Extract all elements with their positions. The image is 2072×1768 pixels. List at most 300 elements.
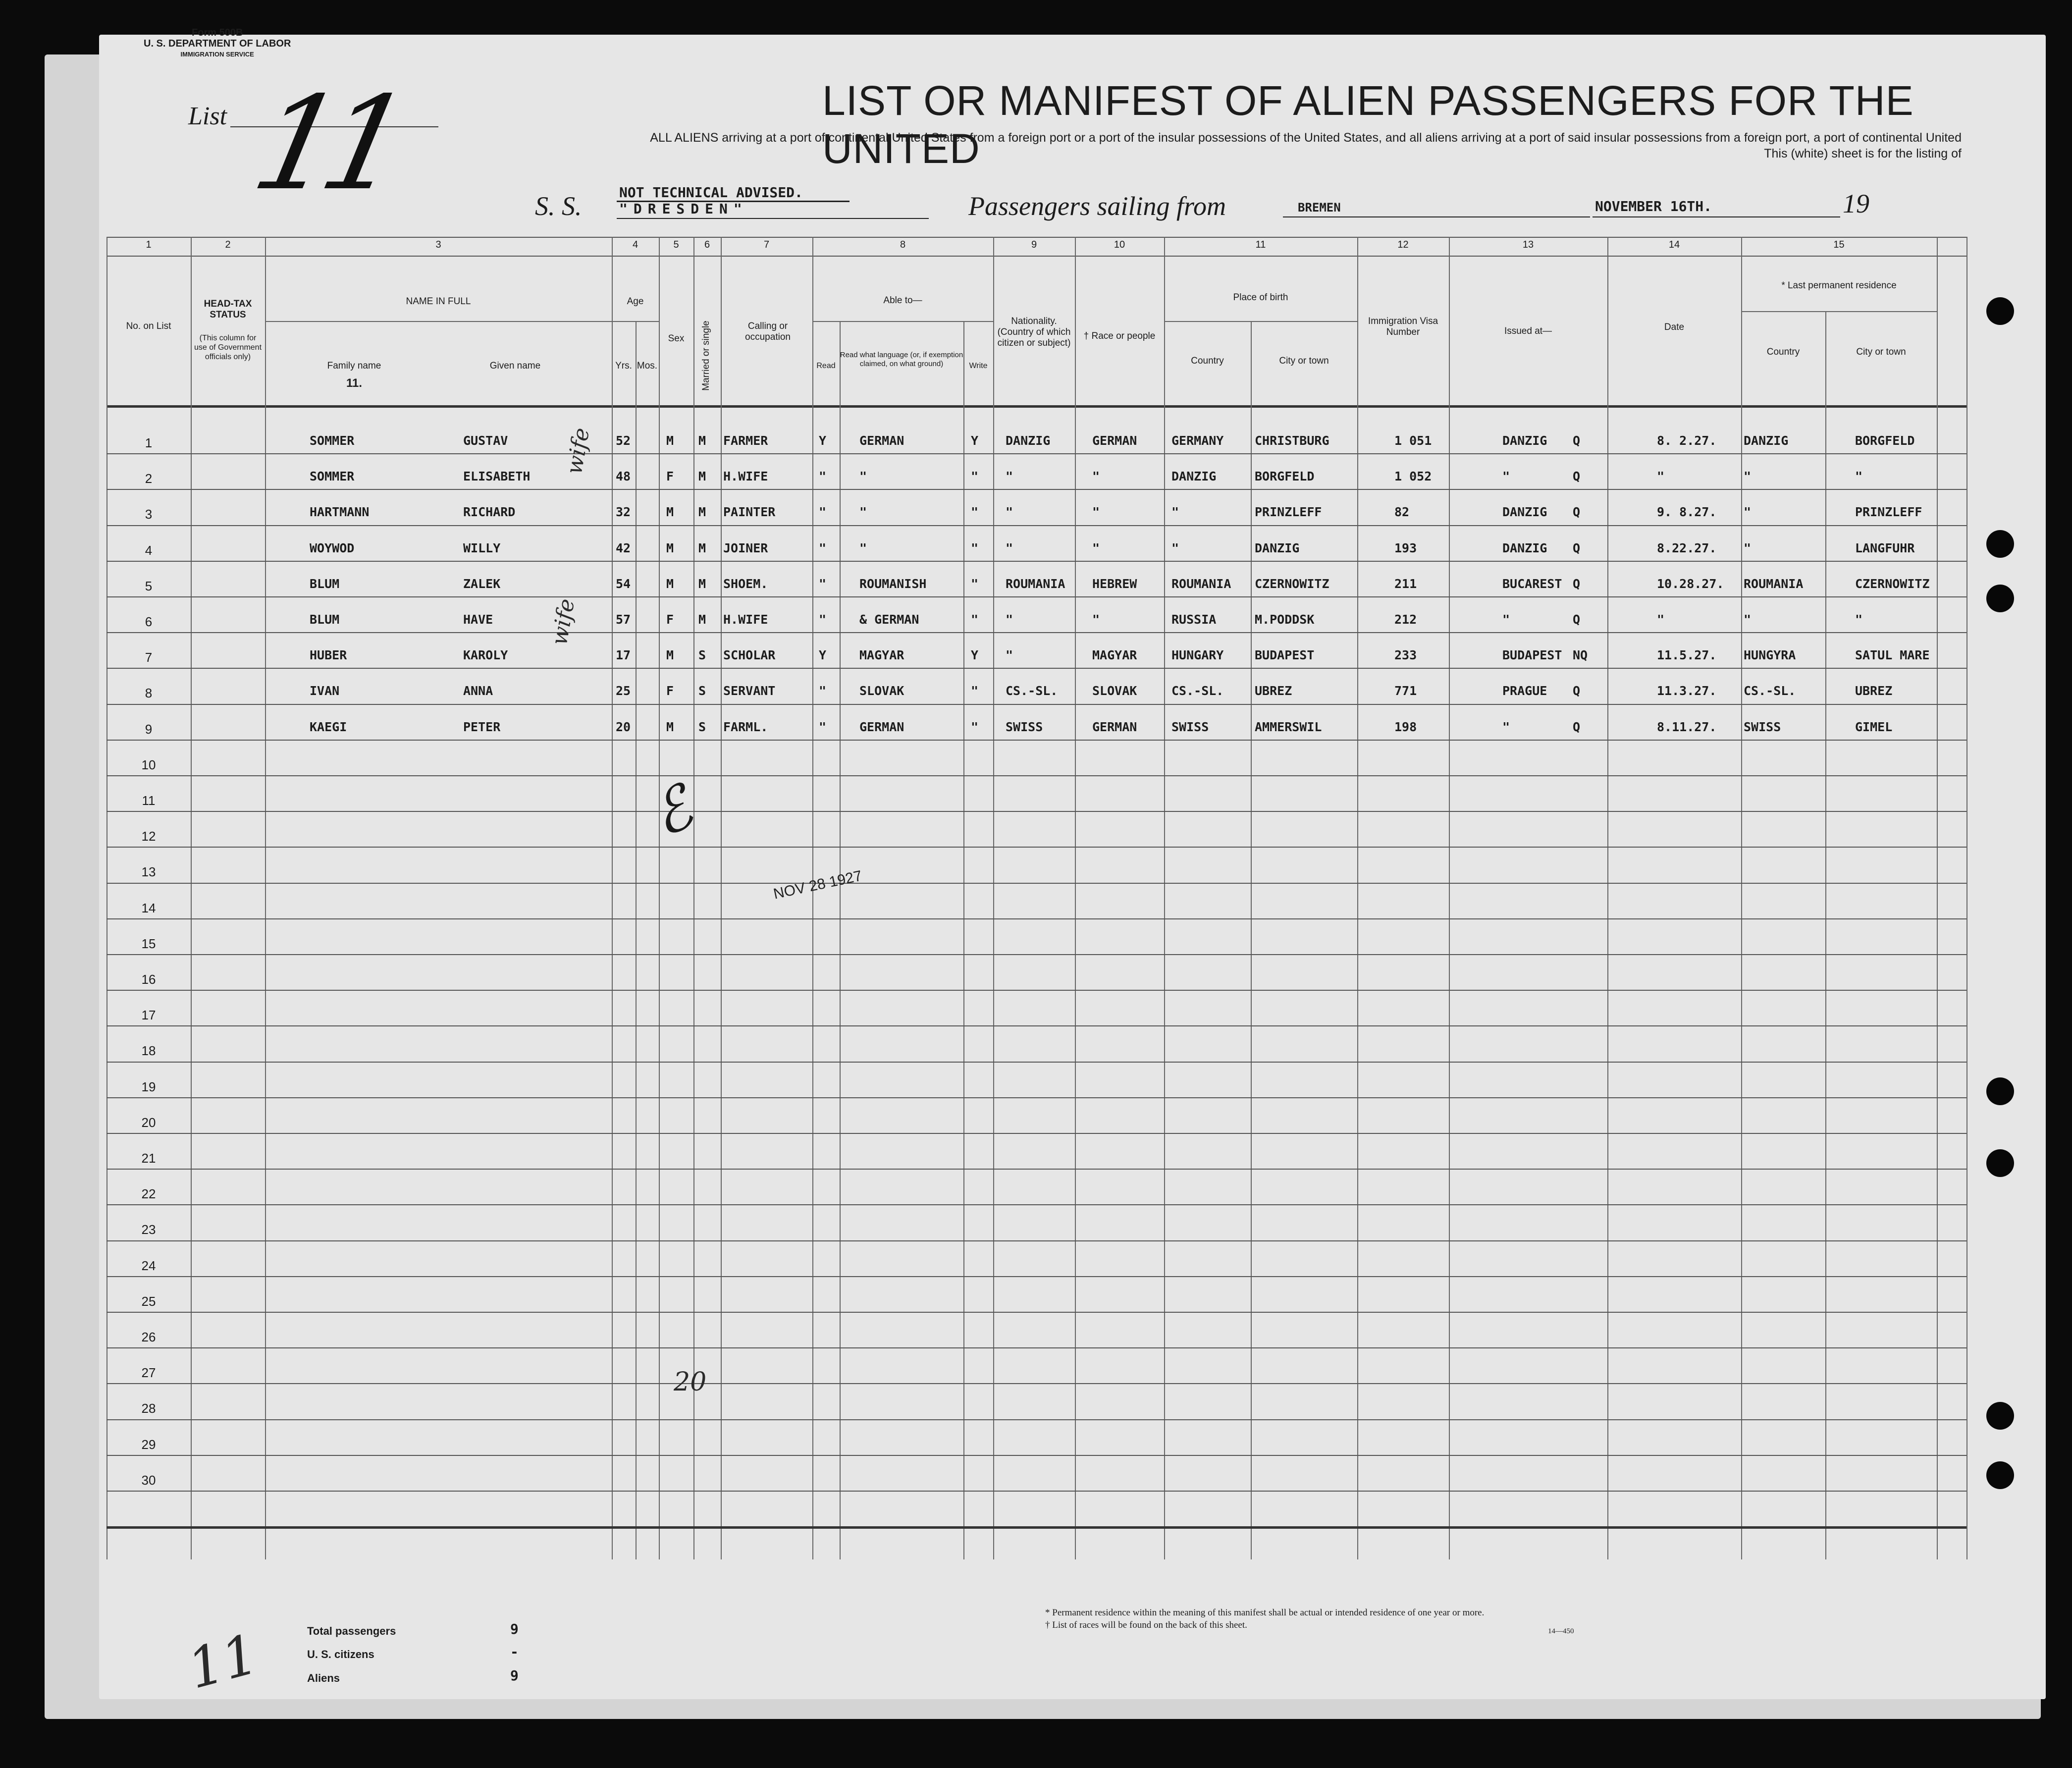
row-rule xyxy=(106,1204,1966,1205)
hdr-nationality: Nationality. (Country of which citizen or subject) xyxy=(997,316,1071,348)
row-rule xyxy=(106,1169,1966,1170)
cell-visa: 212 xyxy=(1394,612,1417,627)
cell-q: Q xyxy=(1573,540,1581,555)
row-rule xyxy=(106,883,1966,884)
cell-given: ELISABETH xyxy=(463,469,531,484)
row-rule xyxy=(106,1455,1966,1456)
col-num-6: 6 xyxy=(704,239,710,250)
cell-issued-at: DANZIG xyxy=(1502,505,1547,520)
cell-occupation: SCHOLAR xyxy=(723,648,776,663)
row-number: 10 xyxy=(141,757,156,772)
cell-res-country: " xyxy=(1744,505,1752,520)
col-num-11: 11 xyxy=(1255,239,1266,250)
row-rule xyxy=(106,668,1966,669)
cell-q: Q xyxy=(1573,469,1581,484)
cell-family: KAEGI xyxy=(310,719,347,734)
hdr-family-name: Family name xyxy=(327,361,381,371)
port-of-departure: BREMEN xyxy=(1298,201,1341,214)
cell-visa-date: 10.28.27. xyxy=(1657,576,1724,591)
list-label: List xyxy=(188,102,227,130)
cell-write: " xyxy=(971,719,979,734)
column-rule xyxy=(963,321,964,1559)
cell-age: 25 xyxy=(616,684,631,698)
cell-issued-at: " xyxy=(1502,719,1510,734)
punch-hole xyxy=(1986,1149,2014,1177)
hdr-no-on-list: No. on List xyxy=(126,321,171,331)
cell-sex: M xyxy=(666,719,674,734)
row-number: 2 xyxy=(145,471,153,486)
total-passengers-value: 9 xyxy=(510,1621,519,1637)
column-rule xyxy=(1825,311,1826,1559)
col-num-15: 15 xyxy=(1833,239,1845,250)
hdr-married: Married or single xyxy=(701,321,711,391)
column-rule xyxy=(1357,237,1358,1559)
column-rule xyxy=(1449,237,1450,1559)
row-rule xyxy=(106,740,1966,741)
cell-birth-country: " xyxy=(1171,540,1179,555)
cell-birth-city: UBREZ xyxy=(1255,684,1292,698)
cell-birth-country: SWISS xyxy=(1171,719,1209,734)
cell-language: GERMAN xyxy=(859,433,904,448)
cell-read: " xyxy=(819,719,827,734)
column-rule xyxy=(191,237,192,1559)
row-number: 22 xyxy=(141,1186,156,1202)
row-rule xyxy=(106,561,1966,562)
row-number: 30 xyxy=(141,1472,156,1488)
family-name-value: 11. xyxy=(346,376,363,390)
cell-write: " xyxy=(971,576,979,591)
cell-birth-city: CZERNOWITZ xyxy=(1255,576,1329,591)
cell-issued-at: DANZIG xyxy=(1502,433,1547,448)
cell-language: ROUMANISH xyxy=(859,576,927,591)
cell-sex: F xyxy=(666,612,674,627)
cell-sex: M xyxy=(666,648,674,663)
cell-language: SLOVAK xyxy=(859,684,904,698)
cell-age: 17 xyxy=(616,648,631,663)
cell-res-city: " xyxy=(1855,612,1863,627)
cell-res-country: HUNGYRA xyxy=(1744,648,1796,663)
cell-q: Q xyxy=(1573,612,1581,627)
cell-nationality: ROUMANIA xyxy=(1006,576,1065,591)
cell-race: GERMAN xyxy=(1092,433,1137,448)
row-number: 13 xyxy=(141,864,156,880)
cell-age: 42 xyxy=(616,540,631,555)
cell-race: SLOVAK xyxy=(1092,684,1137,698)
cell-married: S xyxy=(698,719,706,734)
row-number: 21 xyxy=(141,1151,156,1166)
cell-res-city: SATUL MARE xyxy=(1855,648,1930,663)
cell-occupation: JOINER xyxy=(723,540,768,555)
row-rule xyxy=(106,918,1966,919)
row-number: 1 xyxy=(145,435,153,450)
sailing-year: 19 xyxy=(1843,189,1869,218)
hdr-res-country: Country xyxy=(1766,347,1800,357)
row-number: 11 xyxy=(142,793,156,808)
row-number: 29 xyxy=(141,1437,156,1452)
cell-visa: 233 xyxy=(1394,648,1417,663)
rule-res-sub xyxy=(1741,311,1937,312)
cell-family: BLUM xyxy=(310,612,340,627)
row-rule xyxy=(106,1312,1966,1313)
punch-hole xyxy=(1986,1461,2014,1489)
cell-race: MAGYAR xyxy=(1092,648,1137,663)
row-number: 20 xyxy=(141,1115,156,1130)
row-rule xyxy=(106,1347,1966,1348)
cell-q: Q xyxy=(1573,719,1581,734)
column-rule xyxy=(265,237,266,1559)
cell-sex: M xyxy=(666,433,674,448)
cell-birth-city: BORGFELD xyxy=(1255,469,1315,484)
row-rule xyxy=(106,847,1966,848)
column-rule xyxy=(721,237,722,1559)
row-rule xyxy=(106,1133,1966,1134)
cell-visa: 1 051 xyxy=(1394,433,1432,448)
row-rule xyxy=(106,1276,1966,1277)
sailing-date: NOVEMBER 16TH. xyxy=(1595,198,1712,214)
col-num-1: 1 xyxy=(146,239,152,250)
cell-race: " xyxy=(1092,540,1100,555)
cell-visa-date: 11.5.27. xyxy=(1657,648,1717,663)
cell-sex: M xyxy=(666,576,674,591)
cell-issued-at: DANZIG xyxy=(1502,540,1547,555)
cell-issued-at: BUCAREST xyxy=(1502,576,1562,591)
cell-write: " xyxy=(971,505,979,520)
hdr-given-name: Given name xyxy=(489,361,541,371)
cell-read: Y xyxy=(819,648,827,663)
cell-language: GERMAN xyxy=(859,719,904,734)
date-underline xyxy=(1593,216,1840,217)
column-rule xyxy=(1741,237,1742,1559)
punch-hole xyxy=(1986,530,2014,558)
rule-name-sub xyxy=(265,321,612,322)
cell-age: 54 xyxy=(616,576,631,591)
port-underline xyxy=(1283,216,1590,217)
cell-birth-city: CHRISTBURG xyxy=(1255,433,1329,448)
cell-birth-city: AMMERSWIL xyxy=(1255,719,1322,734)
col-num-5: 5 xyxy=(673,239,679,250)
department: U. S. DEPARTMENT OF LABOR xyxy=(144,38,291,49)
form-block xyxy=(144,27,291,60)
row-rule xyxy=(106,1419,1966,1420)
cell-visa-date: 11.3.27. xyxy=(1657,684,1717,698)
cell-visa-date: " xyxy=(1657,612,1665,627)
row-number: 5 xyxy=(145,578,153,593)
column-rule xyxy=(1607,237,1608,1559)
row-rule xyxy=(106,1491,1966,1492)
row-rule xyxy=(106,632,1966,633)
row-number: 15 xyxy=(141,936,156,951)
cell-issued-at: BUDAPEST xyxy=(1502,648,1562,663)
row-rule xyxy=(106,1240,1966,1241)
cell-sex: F xyxy=(666,469,674,484)
cell-given: ANNA xyxy=(463,684,493,698)
cell-birth-city: PRINZLEFF xyxy=(1255,505,1322,520)
cell-sex: M xyxy=(666,505,674,520)
subtitle xyxy=(466,130,1962,161)
cell-given: ZALEK xyxy=(463,576,501,591)
cell-visa: 193 xyxy=(1394,540,1417,555)
column-rule xyxy=(1164,237,1165,1559)
cell-res-city: BORGFELD xyxy=(1855,433,1915,448)
col-num-14: 14 xyxy=(1668,239,1680,250)
cell-family: BLUM xyxy=(310,576,340,591)
hdr-mos: Mos. xyxy=(637,361,658,371)
sailing-label: Passengers sailing from xyxy=(968,191,1226,221)
hdr-able-to: Able to— xyxy=(883,295,922,306)
cell-married: M xyxy=(698,540,706,555)
cell-visa: 211 xyxy=(1394,576,1417,591)
punch-hole xyxy=(1986,297,2014,325)
cell-nationality: CS.-SL. xyxy=(1006,684,1058,698)
cell-res-city: PRINZLEFF xyxy=(1855,505,1922,520)
cell-write: " xyxy=(971,469,979,484)
cell-race: " xyxy=(1092,469,1100,484)
cell-given: KAROLY xyxy=(463,648,508,663)
row-rule xyxy=(106,775,1966,776)
cell-write: " xyxy=(971,684,979,698)
cell-nationality: DANZIG xyxy=(1006,433,1051,448)
row-number: 17 xyxy=(141,1008,156,1023)
col-num-9: 9 xyxy=(1031,239,1037,250)
cell-married: M xyxy=(698,433,706,448)
cell-res-city: UBREZ xyxy=(1855,684,1893,698)
cell-occupation: SHOEM. xyxy=(723,576,768,591)
hdr-sex: Sex xyxy=(668,333,685,344)
row-number: 7 xyxy=(145,650,153,665)
cell-birth-country: RUSSIA xyxy=(1171,612,1217,627)
cell-res-country: CS.-SL. xyxy=(1744,684,1796,698)
cell-q: Q xyxy=(1573,576,1581,591)
page-title: LIST OR MANIFEST OF ALIEN PASSENGERS FOR THE UNITED xyxy=(822,77,1914,172)
ship-name: "DRESDEN" xyxy=(619,201,748,217)
column-rule xyxy=(693,237,694,1559)
hdr-place-of-birth: Place of birth xyxy=(1233,292,1288,303)
cell-birth-country: DANZIG xyxy=(1171,469,1217,484)
cell-family: IVAN xyxy=(310,684,340,698)
cell-read: " xyxy=(819,684,827,698)
column-rule xyxy=(993,237,994,1559)
subtitle-line-1: ALL ALIENS arriving at a port of continental United States from a foreign port or a port of the insular possessions of the United States, and all aliens arriving at a port of said insular possessions from a foreign port, a port of continental United xyxy=(650,131,1962,145)
inspector-signature: ℰ xyxy=(641,773,703,851)
cell-write: Y xyxy=(971,648,979,663)
cell-married: S xyxy=(698,648,706,663)
cell-given: RICHARD xyxy=(463,505,516,520)
hdr-write: Write xyxy=(969,362,988,370)
cell-read: " xyxy=(819,505,827,520)
column-rule xyxy=(812,237,813,1559)
cell-age: 48 xyxy=(616,469,631,484)
cell-married: M xyxy=(698,505,706,520)
cell-nationality: " xyxy=(1006,505,1013,520)
cell-res-city: LANGFUHR xyxy=(1855,540,1915,555)
cell-sex: M xyxy=(666,540,674,555)
cell-family: HUBER xyxy=(310,648,347,663)
cell-res-city: GIMEL xyxy=(1855,719,1893,734)
column-rule xyxy=(1075,237,1076,1559)
column-rule xyxy=(612,237,613,1559)
cell-language: & GERMAN xyxy=(859,612,919,627)
column-rule xyxy=(1251,321,1252,1559)
cell-visa-date: 8. 2.27. xyxy=(1657,433,1717,448)
hdr-issued-at: Issued at— xyxy=(1504,326,1552,336)
cell-birth-city: BUDAPEST xyxy=(1255,648,1315,663)
cell-q: Q xyxy=(1573,433,1581,448)
subtitle-line-2: This (white) sheet is for the listing of xyxy=(1764,147,1962,161)
cell-language: " xyxy=(859,540,867,555)
hdr-yrs: Yrs. xyxy=(615,361,632,371)
cell-birth-country: GERMANY xyxy=(1171,433,1224,448)
cell-family: WOYWOD xyxy=(310,540,355,555)
hdr-res-city: City or town xyxy=(1856,347,1906,357)
cell-family: SOMMER xyxy=(310,433,355,448)
hdr-date: Date xyxy=(1664,322,1685,332)
cell-res-country: SWISS xyxy=(1744,719,1781,734)
col-num-10: 10 xyxy=(1114,239,1125,250)
cell-q: Q xyxy=(1573,684,1581,698)
cell-age: 32 xyxy=(616,505,631,520)
row-number: 6 xyxy=(145,614,153,629)
row-number: 26 xyxy=(141,1330,156,1344)
hdr-calling: Calling or occupation xyxy=(745,321,791,342)
cell-sex: F xyxy=(666,684,674,698)
cell-q: Q xyxy=(1573,505,1581,520)
cell-res-country: " xyxy=(1744,612,1752,627)
hdr-read-language: Read what language (or, if exemption claimed, on what ground) xyxy=(840,351,963,368)
cell-read: " xyxy=(819,540,827,555)
punch-hole xyxy=(1986,1077,2014,1105)
cell-nationality: " xyxy=(1006,469,1013,484)
cell-read: " xyxy=(819,612,827,627)
cell-write: " xyxy=(971,612,979,627)
row-rule xyxy=(106,1062,1966,1063)
hdr-head-tax: HEAD-TAX STATUS xyxy=(204,299,252,320)
row-rule xyxy=(106,596,1966,597)
cell-birth-city: M.PODDSK xyxy=(1255,612,1315,627)
cell-given: PETER xyxy=(463,719,501,734)
rule-header-bottom xyxy=(106,405,1966,408)
cell-age: 52 xyxy=(616,433,631,448)
hdr-birth-city: City or town xyxy=(1279,356,1329,366)
cell-occupation: H.WIFE xyxy=(723,612,768,627)
page-count-note: 20 xyxy=(674,1367,707,1397)
cell-res-city: " xyxy=(1855,469,1863,484)
cell-birth-country: " xyxy=(1171,505,1179,520)
column-rule xyxy=(1937,237,1938,1559)
row-rule xyxy=(106,1097,1966,1098)
cell-visa-date: " xyxy=(1657,469,1665,484)
cell-visa: 198 xyxy=(1394,719,1417,734)
cell-occupation: FARML. xyxy=(723,719,768,734)
hdr-birth-country: Country xyxy=(1191,356,1224,366)
cell-visa-date: 8.11.27. xyxy=(1657,719,1717,734)
hdr-last-residence: * Last permanent residence xyxy=(1781,280,1897,291)
technical-note: NOT TECHNICAL ADVISED. xyxy=(619,184,803,201)
cell-birth-country: CS.-SL. xyxy=(1171,684,1224,698)
cell-visa-date: 9. 8.27. xyxy=(1657,505,1717,520)
cell-issued-at: PRAGUE xyxy=(1502,684,1547,698)
service: IMMIGRATION SERVICE xyxy=(180,51,254,58)
row-number: 23 xyxy=(141,1222,156,1237)
row-number: 8 xyxy=(145,686,153,701)
row-number: 14 xyxy=(141,900,156,915)
cell-occupation: SERVANT xyxy=(723,684,776,698)
ss-label: S. S. xyxy=(535,191,582,221)
hdr-visa: Immigration Visa Number xyxy=(1368,316,1438,337)
list-number: 11 xyxy=(241,69,408,219)
col-num-2: 2 xyxy=(225,239,231,250)
form-number: Form 500B xyxy=(192,27,243,38)
cell-race: GERMAN xyxy=(1092,719,1137,734)
us-citizens-label: U. S. citizens xyxy=(307,1648,374,1661)
cell-birth-country: HUNGARY xyxy=(1171,648,1224,663)
footnote-code: 14—450 xyxy=(1548,1627,1574,1635)
row-rule xyxy=(106,954,1966,955)
cell-res-country: ROUMANIA xyxy=(1744,576,1804,591)
row-rule xyxy=(106,811,1966,812)
cell-res-country: " xyxy=(1744,469,1752,484)
ship-underline xyxy=(617,218,929,219)
row-number: 27 xyxy=(141,1365,156,1381)
cell-res-city: CZERNOWITZ xyxy=(1855,576,1930,591)
column-rule xyxy=(1966,237,1967,1559)
cell-language: " xyxy=(859,469,867,484)
cell-nationality: " xyxy=(1006,540,1013,555)
row-rule xyxy=(106,704,1966,705)
cell-visa: 82 xyxy=(1394,505,1410,520)
cell-occupation: H.WIFE xyxy=(723,469,768,484)
aliens-value: 9 xyxy=(510,1667,519,1684)
row-number: 16 xyxy=(141,972,156,987)
cell-language: " xyxy=(859,505,867,520)
cell-write: " xyxy=(971,540,979,555)
row-number: 18 xyxy=(141,1043,156,1059)
col-num-3: 3 xyxy=(435,239,441,250)
column-rule xyxy=(659,237,660,1559)
row-number: 12 xyxy=(141,829,156,844)
wife-note-1: wife xyxy=(561,426,595,477)
row-rule xyxy=(106,1025,1966,1026)
cell-given: HAVE xyxy=(463,612,493,627)
cell-given: WILLY xyxy=(463,540,501,555)
aliens-label: Aliens xyxy=(307,1672,340,1684)
rule-top xyxy=(106,237,1966,238)
cell-issued-at: " xyxy=(1502,612,1510,627)
cell-read: Y xyxy=(819,433,827,448)
row-rule xyxy=(106,1383,1966,1384)
total-passengers-label: Total passengers xyxy=(307,1625,396,1637)
column-rule xyxy=(636,321,637,1559)
cell-nationality: " xyxy=(1006,648,1013,663)
cell-race: " xyxy=(1092,505,1100,520)
row-rule xyxy=(106,990,1966,991)
hdr-head-tax-note: (This column for use of Government officials only) xyxy=(194,334,262,361)
row-rule xyxy=(106,1526,1966,1529)
cell-language: MAGYAR xyxy=(859,648,904,663)
cell-married: M xyxy=(698,469,706,484)
cell-age: 20 xyxy=(616,719,631,734)
hdr-race: † Race or people xyxy=(1083,331,1156,341)
cell-visa: 1 052 xyxy=(1394,469,1432,484)
manifest-table xyxy=(106,237,1966,1559)
col-num-12: 12 xyxy=(1397,239,1409,250)
cell-occupation: FARMER xyxy=(723,433,768,448)
cell-married: M xyxy=(698,576,706,591)
footnote-residence: * Permanent residence within the meaning of this manifest shall be actual or intended residence of one year or more. xyxy=(1045,1607,1485,1618)
col-num-8: 8 xyxy=(900,239,906,250)
row-number: 19 xyxy=(141,1079,156,1094)
corner-note: 11 xyxy=(181,1622,265,1701)
cell-race: " xyxy=(1092,612,1100,627)
